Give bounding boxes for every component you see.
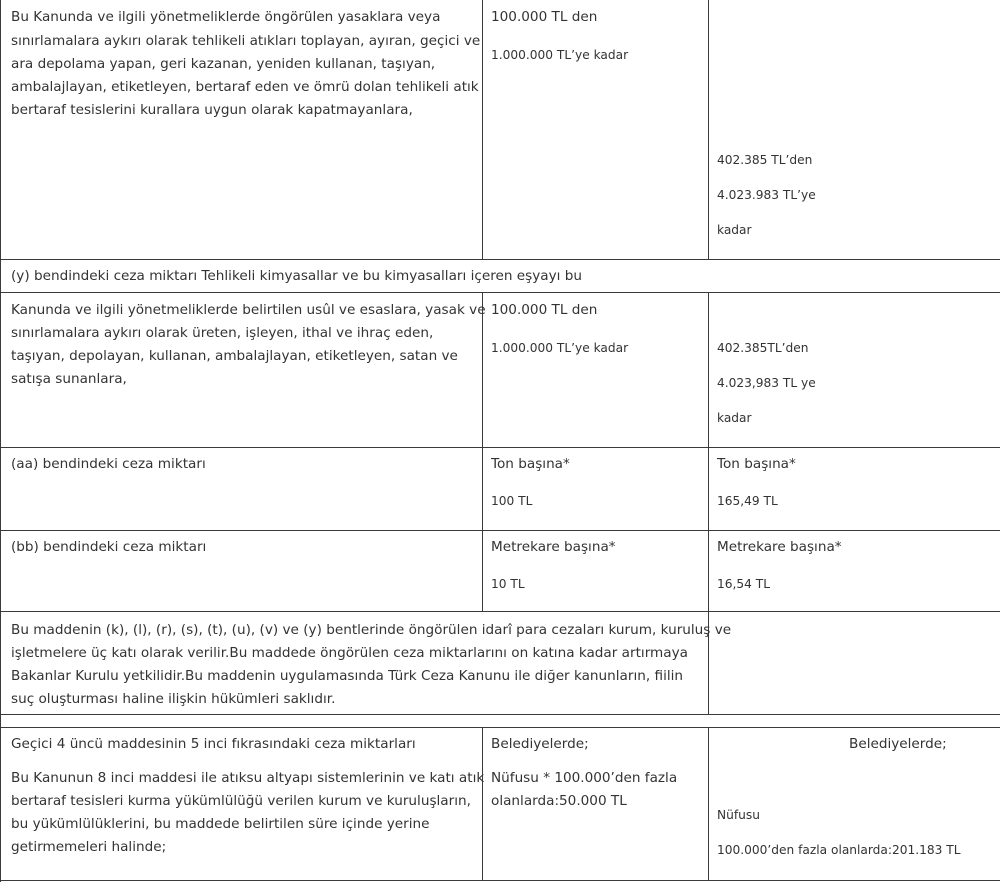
old-penalty-line: Ton başına* xyxy=(491,456,570,472)
desc-line: bu yükümlülüklerini, bu maddede belirtilen süre içinde yerine xyxy=(11,816,430,832)
desc-line: getirmemeleri halinde; xyxy=(11,839,167,855)
desc-line: Bu maddenin (k), (l), (r), (s), (t), (u), (v) ve (y) bentlerinde öngörülen idarî para cezaları kurum, kuruluş ve xyxy=(11,622,732,638)
section-heading: (y) bendindeki ceza miktarı Tehlikeli kimyasallar ve bu kimyasalları içeren eşyayı bu xyxy=(11,268,583,284)
old-penalty-line: 100.000 TL den xyxy=(491,9,598,25)
old-penalty-line: 1.000.000 TL’ye kadar xyxy=(491,341,629,355)
new-penalty-line: 402.385 TL’den xyxy=(717,153,813,167)
desc-line: bertaraf tesislerini kurallara uygun olarak kapatmayanlara, xyxy=(11,102,413,118)
old-penalty-line: 100 TL xyxy=(491,494,533,508)
new-penalty-line: kadar xyxy=(717,411,752,425)
old-penalty-line: Nüfusu * 100.000’den fazla xyxy=(491,770,678,786)
old-penalty-line: 100.000 TL den xyxy=(491,302,598,318)
desc-line: işletmelere üç katı olarak verilir.Bu maddede öngörülen ceza miktarlarını on katına kadar artırmaya xyxy=(11,645,688,661)
old-penalty-line: olanlarda:50.000 TL xyxy=(491,793,627,809)
new-penalty-line: 165,49 TL xyxy=(717,494,778,508)
desc-line: (bb) bendindeki ceza miktarı xyxy=(11,539,207,555)
new-penalty-line: Metrekare başına* xyxy=(717,539,842,555)
new-penalty-line: 4.023.983 TL’ye xyxy=(717,188,816,202)
new-penalty-line: 16,54 TL xyxy=(717,577,770,591)
new-penalty-line: 402.385TL’den xyxy=(717,341,809,355)
desc-line: taşıyan, depolayan, kullanan, ambalajlayan, etiketleyen, satan ve xyxy=(11,348,458,364)
desc-line: Geçici 4 üncü maddesinin 5 inci fıkrasındaki ceza miktarları xyxy=(11,736,416,752)
desc-line: (aa) bendindeki ceza miktarı xyxy=(11,456,206,472)
desc-line: satışa sunanlara, xyxy=(11,371,127,387)
new-penalty-line: Ton başına* xyxy=(717,456,796,472)
new-penalty-line: 4.023,983 TL ye xyxy=(717,376,816,390)
new-penalty-line: 100.000’den fazla olanlarda:201.183 TL xyxy=(717,843,961,857)
desc-line: bertaraf tesisleri kurma yükümlülüğü verilen kurum ve kuruluşların, xyxy=(11,793,471,809)
old-penalty-line: Metrekare başına* xyxy=(491,539,616,555)
desc-line: Kanunda ve ilgili yönetmeliklerde belirtilen usûl ve esaslara, yasak ve xyxy=(11,302,486,318)
new-penalty-line: kadar xyxy=(717,223,752,237)
desc-line: sınırlamalara aykırı olarak tehlikeli atıkları toplayan, ayıran, geçici ve xyxy=(11,33,481,49)
new-penalty-line: Nüfusu xyxy=(717,808,760,822)
desc-line: Bu Kanunun 8 inci maddesi ile atıksu altyapı sistemlerinin ve katı atık xyxy=(11,770,485,786)
desc-line: Bakanlar Kurulu yetkilidir.Bu maddenin uygulamasında Türk Ceza Kanunu ile diğer kanunların, fiilin xyxy=(11,668,684,684)
desc-line: ara depolama yapan, geri kazanan, yeniden kullanan, taşıyan, xyxy=(11,56,436,72)
new-penalty-line: Belediyelerde; xyxy=(849,736,947,752)
old-penalty-line: 10 TL xyxy=(491,577,525,591)
desc-line: Bu Kanunda ve ilgili yönetmeliklerde öngörülen yasaklara veya xyxy=(11,9,441,25)
desc-line: suç oluşturması haline ilişkin hükümleri saklıdır. xyxy=(11,691,336,707)
old-penalty-line: Belediyelerde; xyxy=(491,736,589,752)
desc-line: sınırlamalara aykırı olarak üreten, işleyen, ithal ve ihraç eden, xyxy=(11,325,434,341)
desc-line: ambalajlayan, etiketleyen, bertaraf eden ve ömrü dolan tehlikeli atık xyxy=(11,79,479,95)
old-penalty-line: 1.000.000 TL’ye kadar xyxy=(491,48,629,62)
